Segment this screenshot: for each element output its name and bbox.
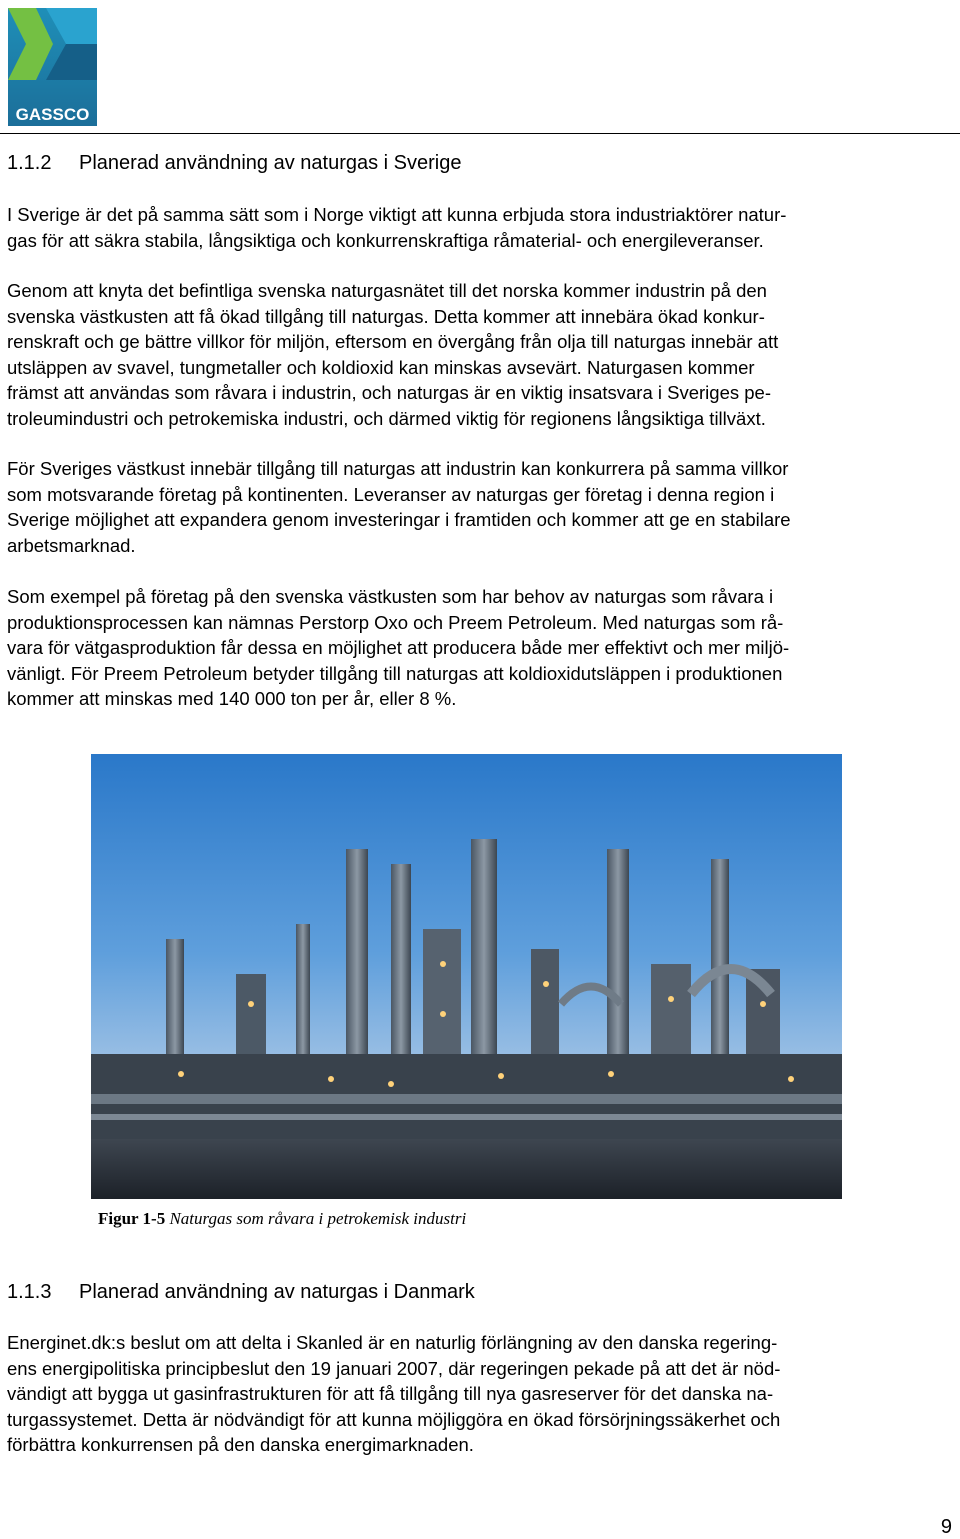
text-line: Som exempel på företag på den svenska västkusten som har behov av naturgas som råvara i <box>7 586 774 607</box>
text-line: ens energipolitiska principbeslut den 19 januari 2007, där regeringen pekade på att det är nöd- <box>7 1357 781 1379</box>
text-line: I Sverige är det på samma sätt som i Norge viktigt att kunna erbjuda stora industriaktörer natur- <box>7 204 787 225</box>
refinery-photo <box>91 754 842 1199</box>
section-heading-danmark <box>7 1280 475 1304</box>
svg-text:GASSCO: GASSCO <box>15 105 90 124</box>
page-number: 9 <box>940 1516 952 1538</box>
text-line: Genom att knyta det befintliga svenska naturgasnätet till det norska kommer industrin på den <box>7 280 767 301</box>
section-number: 1.1.2 <box>7 152 52 174</box>
section-heading-sverige <box>7 151 461 175</box>
text-line: arbetsmarknad. <box>7 534 136 556</box>
paragraph <box>7 278 947 431</box>
text-line: Energinet.dk:s beslut om att delta i Skanled är en naturlig förlängning av den danska regering- <box>7 1332 778 1353</box>
section-title: Planerad användning av naturgas i Danmark <box>79 1281 475 1303</box>
paragraph <box>7 1330 947 1458</box>
text-line: vara för vätgasproduktion får dessa en möjlighet att producera både mer effektivt och mer miljö- <box>7 637 790 658</box>
paragraph <box>7 456 947 558</box>
text-line: vändigt att bygga ut gasinfrastrukturen för att få tillgång till nya gasreserver för det danska na- <box>7 1383 774 1404</box>
paragraph <box>7 202 947 253</box>
text-line: förbättra konkurrensen på den danska energimarknaden. <box>7 1434 474 1455</box>
text-line: renskraft och ge bättre villkor för miljön, eftersom en övergång från olja till naturgas innebär att <box>7 331 779 352</box>
figure-caption-text: Naturgas som råvara i petrokemisk industri <box>169 1209 467 1228</box>
text-line: turgassystemet. Detta är nödvändigt för att kunna möjliggöra en ökad försörjningssäkerhet och <box>7 1408 781 1430</box>
text-line: troleumindustri och petrokemiska industri, och därmed viktig för regionens långsiktiga tillväxt. <box>7 407 766 429</box>
paragraph <box>7 584 947 712</box>
text-line: utsläppen av svavel, tungmetaller och koldioxid kan minskas avsevärt. Naturgasen kommer <box>7 356 755 378</box>
gassco-logo <box>8 8 97 126</box>
text-line: För Sveriges västkust innebär tillgång till naturgas att industrin kan konkurrera på samma villkor <box>7 458 789 479</box>
text-line: som motsvarande företag på kontinenten. Leveranser av naturgas ger företag i denna region i <box>7 483 775 505</box>
figure-label: Figur 1-5 <box>98 1209 166 1228</box>
text-line: vänligt. För Preem Petroleum betyder tillgång till naturgas att koldioxidutsläppen i produktionen <box>7 662 783 684</box>
header-rule <box>0 133 960 134</box>
section-number: 1.1.3 <box>7 1281 52 1303</box>
text-line: främst att användas som råvara i industrin, och naturgas är en viktig insatsvara i Sveriges pe- <box>7 382 771 403</box>
text-line: gas för att säkra stabila, långsiktiga och konkurrenskraftiga råmaterial- och energileveranser. <box>7 229 764 251</box>
text-line: produktionsprocessen kan nämnas Perstorp Oxo och Preem Petroleum. Med naturgas som rå- <box>7 611 784 633</box>
section-title: Planerad användning av naturgas i Sverige <box>79 152 462 174</box>
text-line: Sverige möjlighet att expandera genom investeringar i framtiden och kommer att ge en stabilare <box>7 509 791 530</box>
text-line: kommer att minskas med 140 000 ton per år, eller 8 %. <box>7 688 457 709</box>
text-line: svenska västkusten att få ökad tillgång till naturgas. Detta kommer att innebära ökad konkur- <box>7 305 765 327</box>
figure-caption <box>98 1209 466 1229</box>
